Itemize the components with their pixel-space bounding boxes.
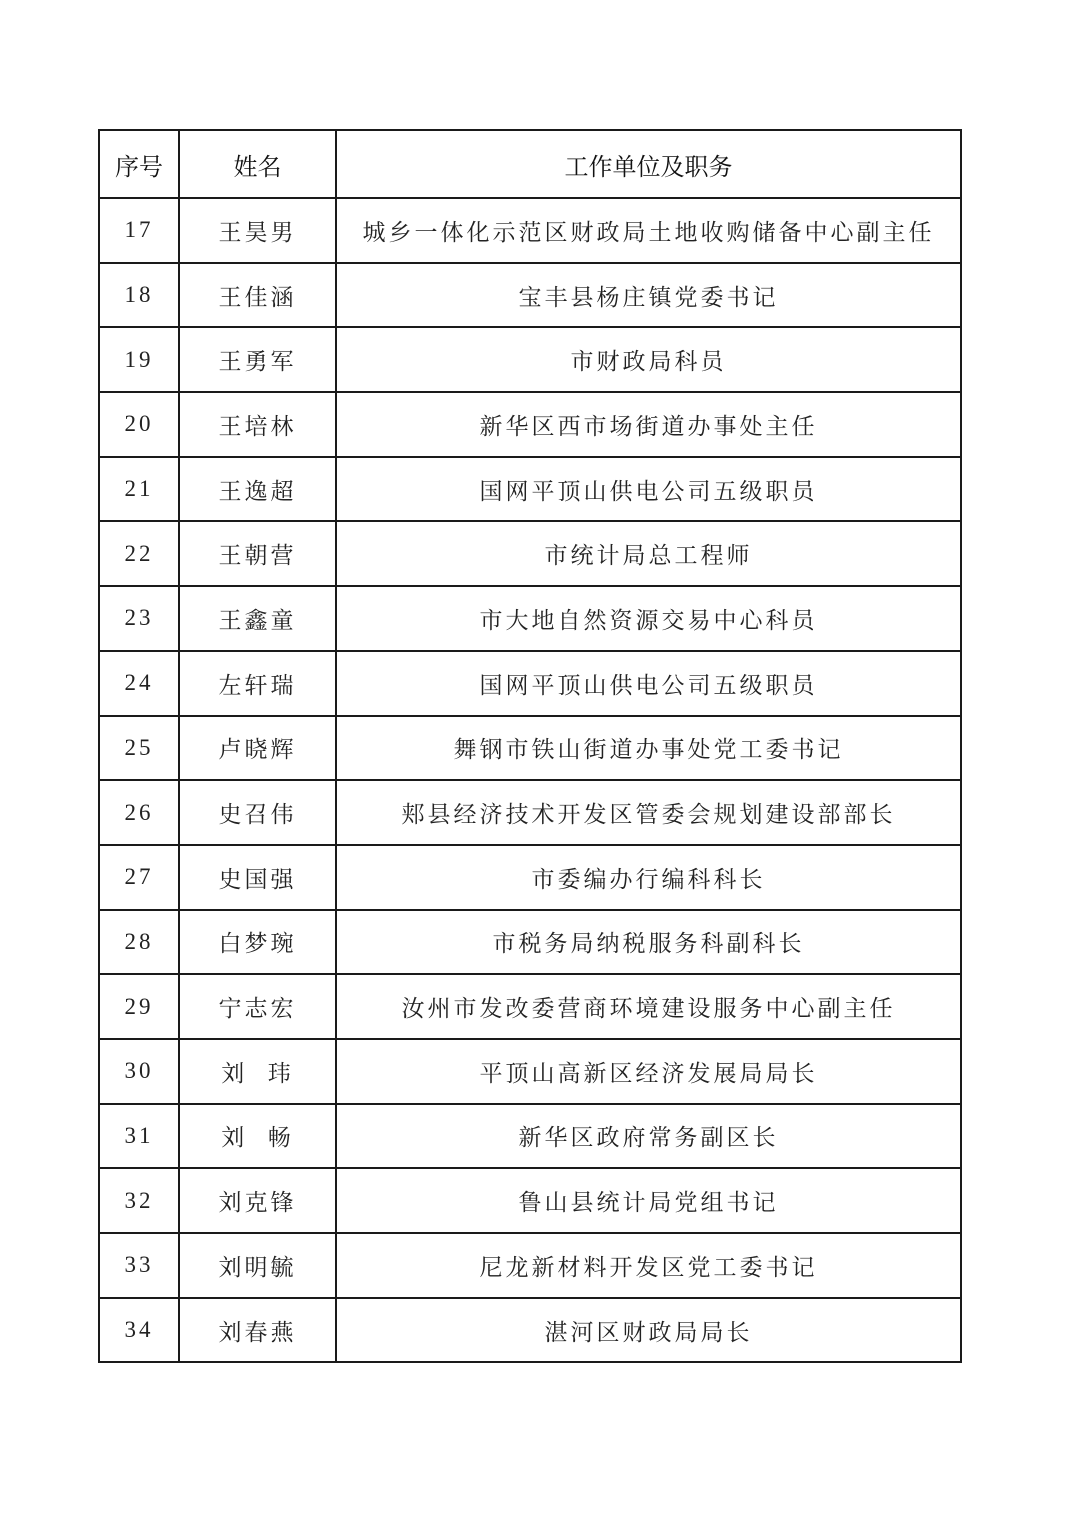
serial-number-cell: 24 (99, 651, 179, 716)
position-cell: 城乡一体化示范区财政局土地收购储备中心副主任 (336, 198, 961, 263)
serial-number-cell: 31 (99, 1104, 179, 1169)
serial-number-cell: 30 (99, 1039, 179, 1104)
position-cell: 汝州市发改委营商环境建设服务中心副主任 (336, 974, 961, 1039)
name-cell: 史召伟 (179, 780, 336, 845)
table-row (99, 392, 961, 457)
name-cell: 王朝营 (179, 521, 336, 586)
position-cell: 舞钢市铁山街道办事处党工委书记 (336, 716, 961, 781)
serial-number-cell: 26 (99, 780, 179, 845)
table-row (99, 910, 961, 975)
table-row (99, 1233, 961, 1298)
name-cell: 王昊男 (179, 198, 336, 263)
serial-number-cell: 21 (99, 457, 179, 522)
table-row (99, 521, 961, 586)
name-cell: 刘春燕 (179, 1298, 336, 1363)
table-row (99, 780, 961, 845)
serial-number-cell: 17 (99, 198, 179, 263)
serial-number-cell: 18 (99, 263, 179, 328)
position-cell: 新华区西市场街道办事处主任 (336, 392, 961, 457)
name-cell: 刘明毓 (179, 1233, 336, 1298)
position-cell: 市财政局科员 (336, 327, 961, 392)
table-row (99, 198, 961, 263)
serial-number-cell: 22 (99, 521, 179, 586)
serial-number-cell: 25 (99, 716, 179, 781)
table-body (99, 198, 961, 1362)
position-cell: 市委编办行编科科长 (336, 845, 961, 910)
position-cell: 市税务局纳税服务科副科长 (336, 910, 961, 975)
table-row (99, 586, 961, 651)
serial-number-cell: 33 (99, 1233, 179, 1298)
name-cell: 刘克锋 (179, 1168, 336, 1233)
serial-number-cell: 28 (99, 910, 179, 975)
serial-number-cell: 20 (99, 392, 179, 457)
position-cell: 湛河区财政局局长 (336, 1298, 961, 1363)
table-row (99, 845, 961, 910)
position-cell: 平顶山高新区经济发展局局长 (336, 1039, 961, 1104)
table-header-row (99, 130, 961, 198)
position-cell: 郏县经济技术开发区管委会规划建设部部长 (336, 780, 961, 845)
table-row (99, 651, 961, 716)
header-serial-number: 序号 (99, 130, 179, 198)
header-name: 姓名 (179, 130, 336, 198)
header-work-unit-position: 工作单位及职务 (336, 130, 961, 198)
table-row (99, 327, 961, 392)
name-cell: 刘 畅 (179, 1104, 336, 1169)
position-cell: 市大地自然资源交易中心科员 (336, 586, 961, 651)
name-cell: 王勇军 (179, 327, 336, 392)
name-cell: 卢晓辉 (179, 716, 336, 781)
name-cell: 王鑫童 (179, 586, 336, 651)
position-cell: 新华区政府常务副区长 (336, 1104, 961, 1169)
serial-number-cell: 23 (99, 586, 179, 651)
table-row (99, 716, 961, 781)
serial-number-cell: 34 (99, 1298, 179, 1363)
name-cell: 宁志宏 (179, 974, 336, 1039)
table-row (99, 457, 961, 522)
table-row (99, 1039, 961, 1104)
roster-table (98, 129, 962, 1363)
name-cell: 王培林 (179, 392, 336, 457)
table-row (99, 1298, 961, 1363)
table-row (99, 1104, 961, 1169)
position-cell: 尼龙新材料开发区党工委书记 (336, 1233, 961, 1298)
table-row (99, 1168, 961, 1233)
name-cell: 王佳涵 (179, 263, 336, 328)
name-cell: 史国强 (179, 845, 336, 910)
position-cell: 国网平顶山供电公司五级职员 (336, 651, 961, 716)
name-cell: 白梦琬 (179, 910, 336, 975)
name-cell: 王逸超 (179, 457, 336, 522)
table-row (99, 974, 961, 1039)
name-cell: 左轩瑞 (179, 651, 336, 716)
position-cell: 市统计局总工程师 (336, 521, 961, 586)
table-row (99, 263, 961, 328)
name-cell: 刘 玮 (179, 1039, 336, 1104)
serial-number-cell: 29 (99, 974, 179, 1039)
position-cell: 鲁山县统计局党组书记 (336, 1168, 961, 1233)
serial-number-cell: 32 (99, 1168, 179, 1233)
position-cell: 国网平顶山供电公司五级职员 (336, 457, 961, 522)
serial-number-cell: 19 (99, 327, 179, 392)
serial-number-cell: 27 (99, 845, 179, 910)
position-cell: 宝丰县杨庄镇党委书记 (336, 263, 961, 328)
